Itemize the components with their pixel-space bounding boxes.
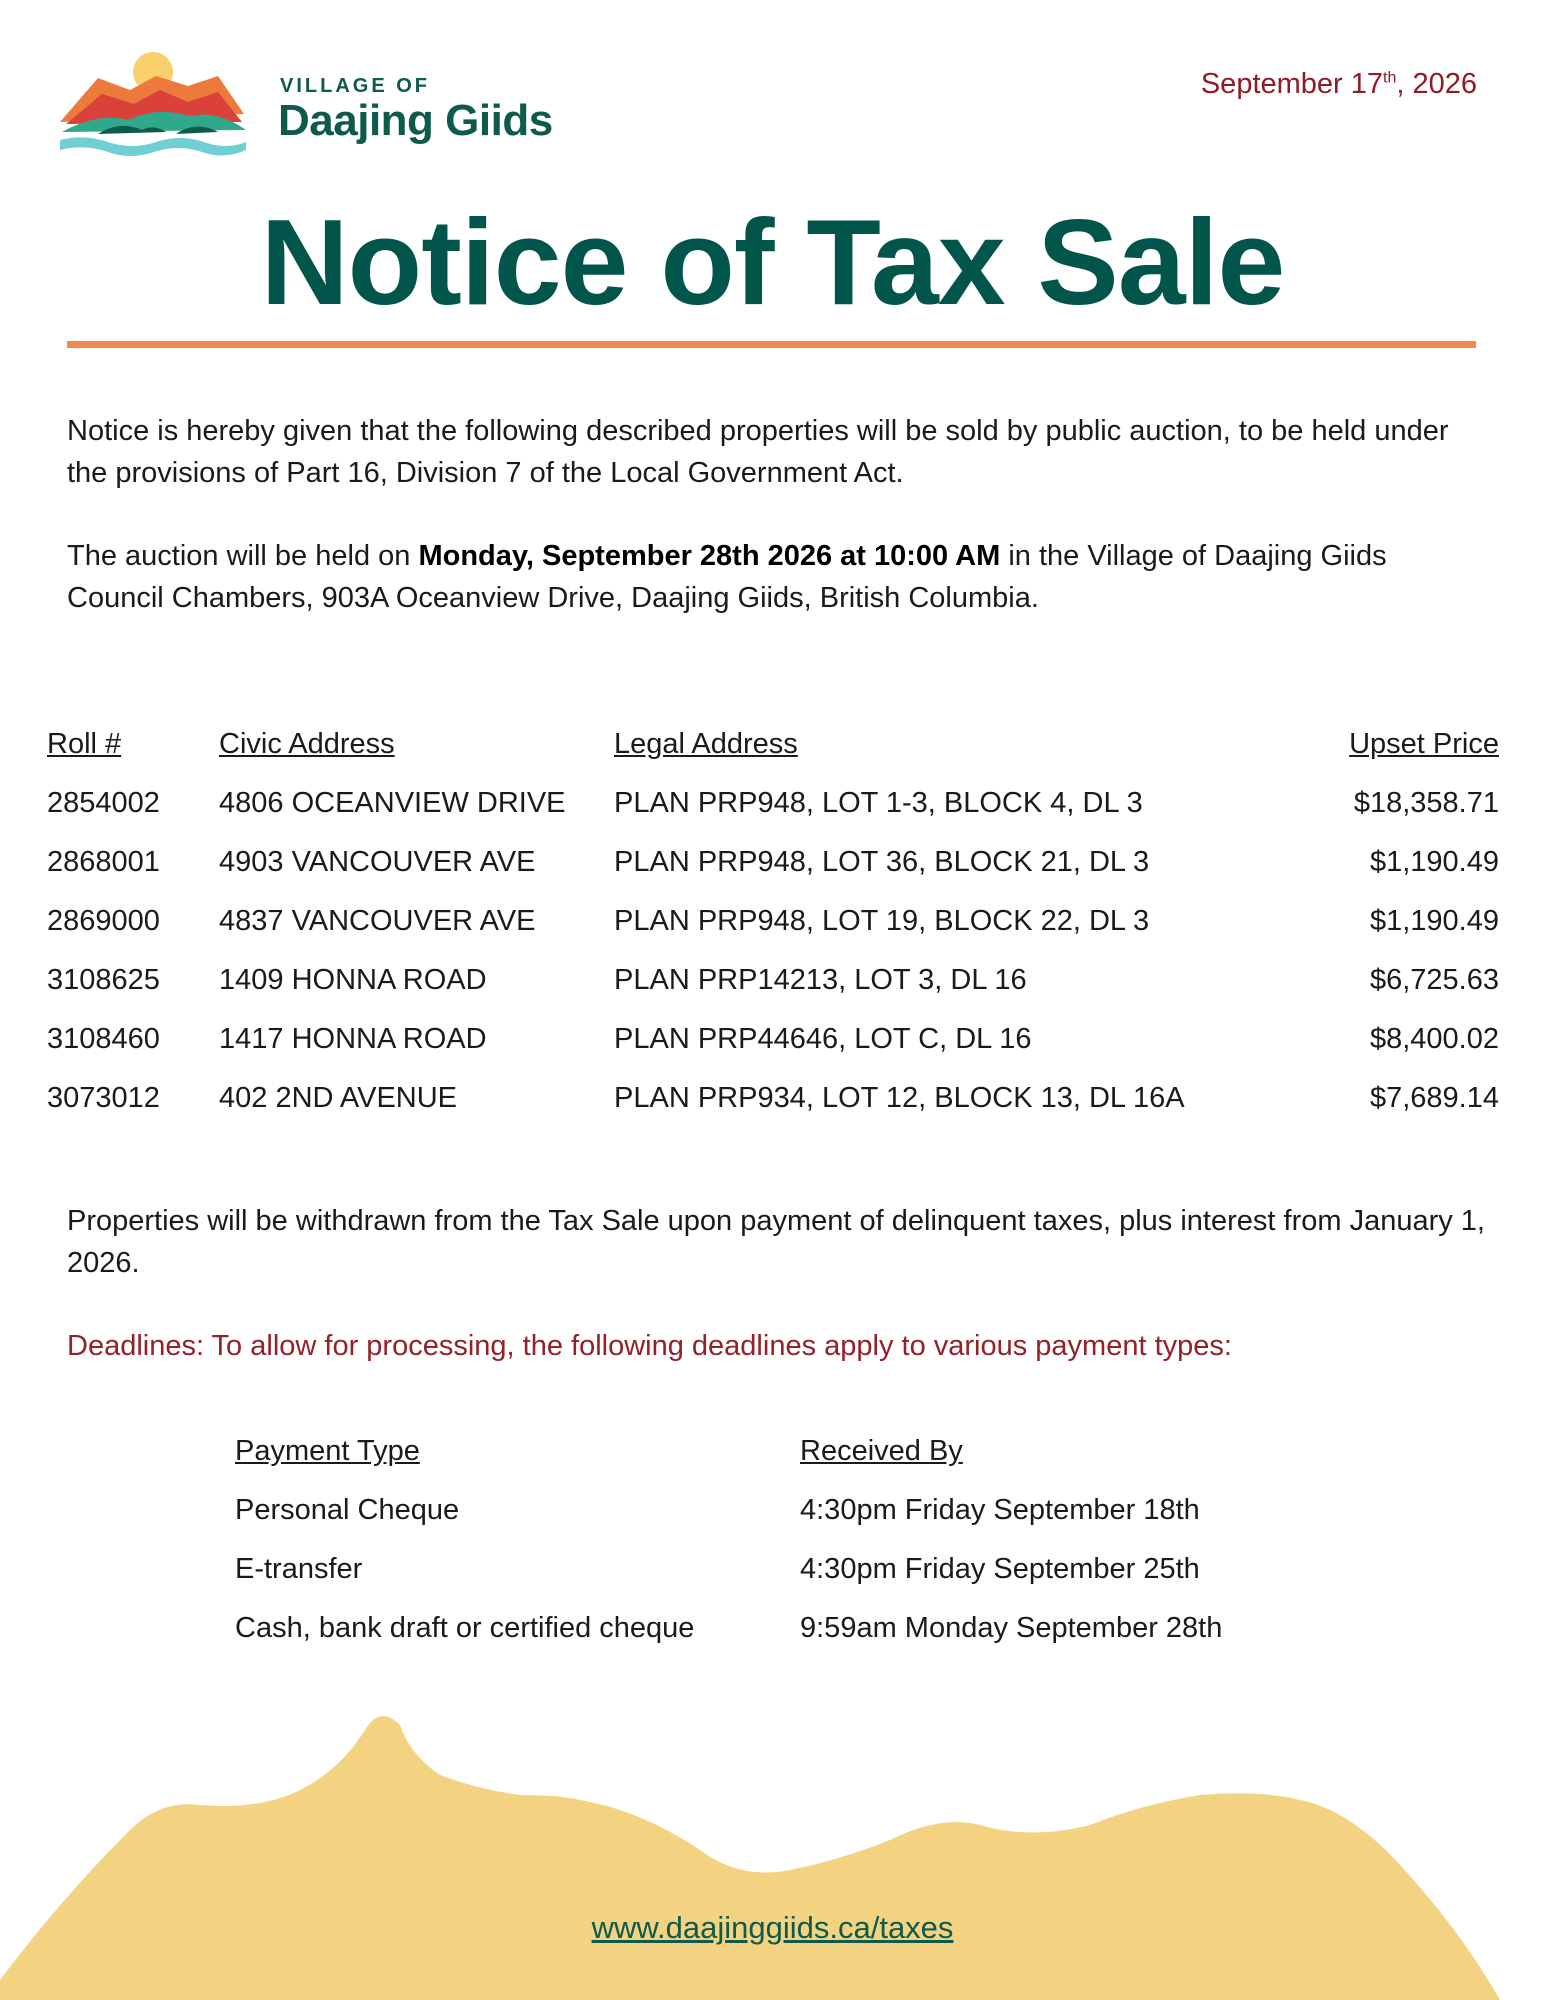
footer-website-link[interactable]: www.daajinggiids.ca/taxes	[591, 1910, 954, 1945]
property-header-2: Legal Address	[614, 728, 798, 760]
property-row	[47, 905, 1499, 945]
intro-paragraph: Notice is hereby given that the following described properties will be sold by public auction, to be held under the provisions of Part 16, Division 7 of the Local Government Act.	[67, 415, 1449, 489]
payment-cell-0: E-transfer	[235, 1553, 363, 1585]
property-cell-3: $18,358.71	[1353, 787, 1499, 819]
property-cell-2: PLAN PRP14213, LOT 3, DL 16	[614, 964, 1027, 996]
payment-cell-1: 4:30pm Friday September 25th	[800, 1553, 1200, 1585]
payment-header-row	[235, 1435, 1335, 1475]
property-cell-3: $8,400.02	[1369, 1023, 1499, 1055]
property-cell-0: 3108625	[47, 964, 160, 996]
property-row	[47, 787, 1499, 827]
payment-cell-0: Cash, bank draft or certified cheque	[235, 1612, 695, 1644]
payment-header-1: Received By	[800, 1435, 963, 1467]
property-cell-3: $6,725.63	[1369, 964, 1499, 996]
property-cell-2: PLAN PRP934, LOT 12, BLOCK 13, DL 16A	[614, 1082, 1185, 1114]
payment-row	[235, 1494, 1335, 1534]
payment-row	[235, 1612, 1335, 1652]
withdrawal-paragraph: Properties will be withdrawn from the Tax Sale upon payment of delinquent taxes, plus interest from January 1, 2026.	[67, 1205, 1485, 1279]
property-cell-1: 1409 HONNA ROAD	[219, 964, 487, 996]
property-cell-0: 2869000	[47, 905, 160, 937]
payment-header-0: Payment Type	[235, 1435, 420, 1467]
decorative-hills	[0, 1700, 1545, 2000]
property-row	[47, 1023, 1499, 1063]
payment-cell-1: 9:59am Monday September 28th	[800, 1612, 1223, 1644]
property-header-3: Upset Price	[1349, 728, 1499, 760]
payment-row	[235, 1553, 1335, 1593]
property-cell-1: 1417 HONNA ROAD	[219, 1023, 487, 1055]
property-cell-1: 4837 VANCOUVER AVE	[219, 905, 536, 937]
village-logo	[58, 50, 248, 160]
property-cell-2: PLAN PRP948, LOT 1-3, BLOCK 4, DL 3	[614, 787, 1143, 819]
property-cell-1: 4806 OCEANVIEW DRIVE	[219, 787, 566, 819]
property-header-0: Roll #	[47, 728, 122, 760]
property-cell-1: 4903 VANCOUVER AVE	[219, 846, 536, 878]
property-cell-0: 3073012	[47, 1082, 160, 1114]
property-cell-2: PLAN PRP948, LOT 19, BLOCK 22, DL 3	[614, 905, 1150, 937]
notice-date: September 17th, 2026	[1200, 68, 1477, 100]
property-row	[47, 1082, 1499, 1122]
auction-datetime: Monday, September 28th 2026 at 10:00 AM	[418, 540, 1001, 572]
property-row	[47, 846, 1499, 886]
property-header-1: Civic Address	[219, 728, 395, 760]
property-cell-2: PLAN PRP44646, LOT C, DL 16	[614, 1023, 1032, 1055]
logo-village-label: VILLAGE OF	[280, 75, 430, 97]
property-cell-0: 2868001	[47, 846, 160, 878]
logo-village-name: Daajing Giids	[278, 96, 553, 145]
property-cell-3: $7,689.14	[1369, 1082, 1499, 1114]
page-title: Notice of Tax Sale	[260, 194, 1285, 330]
property-header-row	[47, 728, 1499, 768]
property-cell-0: 2854002	[47, 787, 160, 819]
payment-cell-0: Personal Cheque	[235, 1494, 460, 1526]
property-cell-3: $1,190.49	[1369, 905, 1499, 937]
auction-paragraph: The auction will be held on Monday, September 28th 2026 at 10:00 AM in the Village of Daajing Giids Council Chambers, 903A Oceanview Drive, Daajing Giids, British Columbia.	[67, 540, 1387, 614]
property-cell-1: 402 2ND AVENUE	[219, 1082, 458, 1114]
title-divider	[67, 341, 1476, 348]
property-cell-0: 3108460	[47, 1023, 160, 1055]
payment-cell-1: 4:30pm Friday September 18th	[800, 1494, 1200, 1526]
property-cell-2: PLAN PRP948, LOT 36, BLOCK 21, DL 3	[614, 846, 1150, 878]
property-cell-3: $1,190.49	[1369, 846, 1499, 878]
property-row	[47, 964, 1499, 1004]
deadlines-note: Deadlines: To allow for processing, the following deadlines apply to various payment types:	[67, 1330, 1232, 1362]
